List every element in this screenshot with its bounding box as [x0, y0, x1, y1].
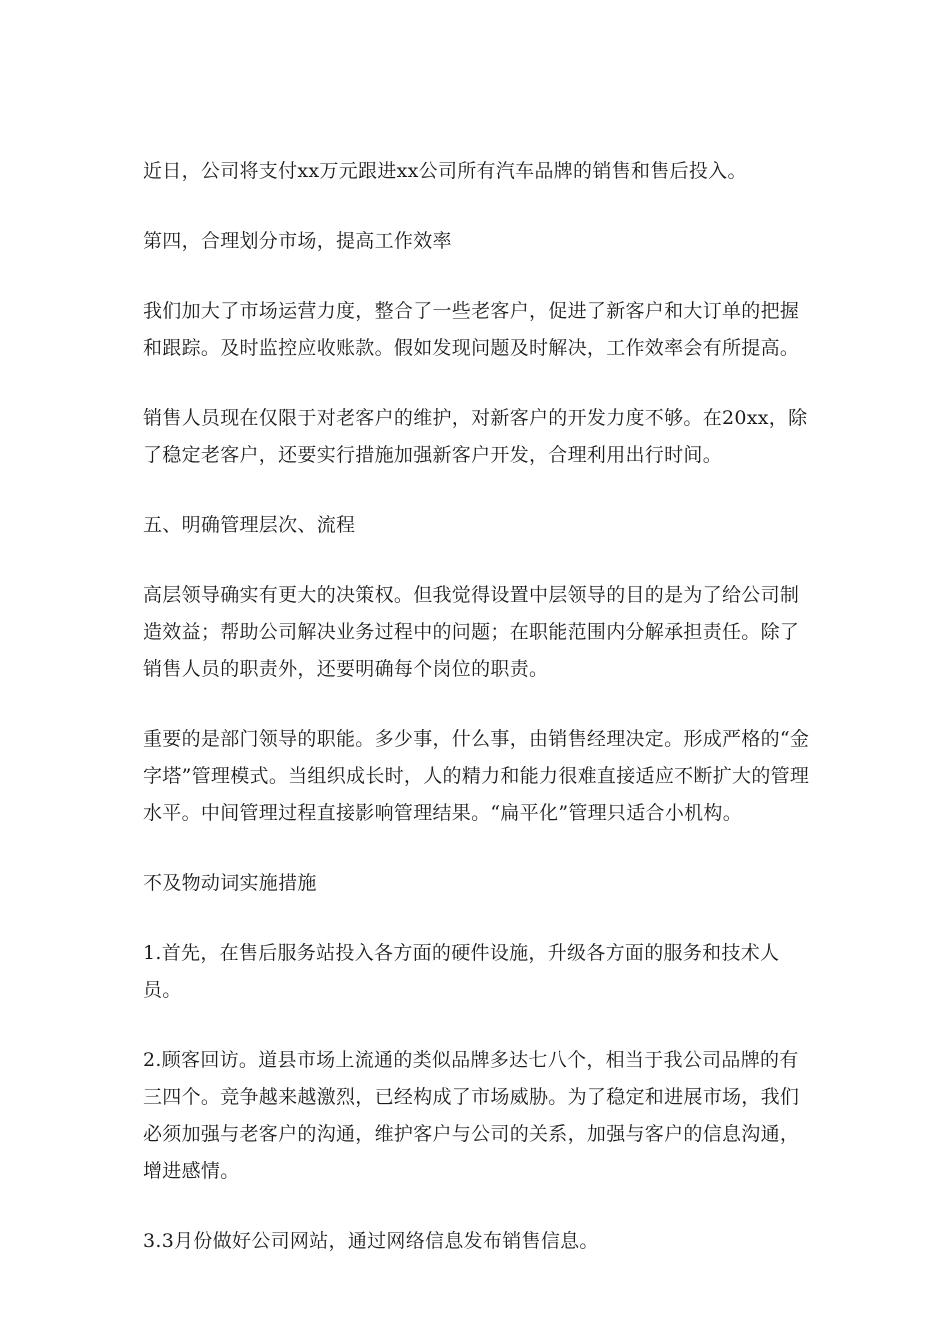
list-item-measure-1: 1.首先，在售后服务站投入各方面的硬件设施，升级各方面的服务和技术人员。	[143, 942, 780, 1001]
paragraph-payment: 近日，公司将支付xx万元跟进xx公司所有汽车品牌的销售和售后投入。	[143, 160, 747, 182]
heading-management-levels: 五、明确管理层次、流程	[143, 514, 356, 536]
list-item-measure-2: 2.顾客回访。道县市场上流通的类似品牌多达七八个，相当于我公司品牌的有三四个。竞争越来越激烈，已经构成了市场威胁。为了稳定和进展市场，我们必须加强与老客户的沟通，维护客户与公司的关系，加强与客户的信息沟通，增进感情。	[143, 1049, 800, 1182]
heading-measures: 不及物动词实施措施	[143, 872, 317, 894]
document-body	[143, 153, 811, 1293]
heading-market-division: 第四，合理划分市场，提高工作效率	[143, 230, 452, 252]
list-item-measure-3: 3.3月份做好公司网站，通过网络信息发布销售信息。	[143, 1230, 599, 1252]
paragraph-sales-staff: 销售人员现在仅限于对老客户的维护，对新客户的开发力度不够。在20xx，除了稳定老客户，还要实行措施加强新客户开发，合理利用出行时间。	[143, 407, 808, 466]
paragraph-department-leaders: 重要的是部门领导的职能。多少事，什么事，由销售经理决定。形成严格的“金字塔”管理模式。当组织成长时，人的精力和能力很难直接适应不断扩大的管理水平。中间管理过程直接影响管理结果。“扁平化”管理只适合小机构。	[143, 728, 810, 824]
paragraph-decision-power: 高层领导确实有更大的决策权。但我觉得设置中层领导的目的是为了给公司制造效益；帮助公司解决业务过程中的问题；在职能范围内分解承担责任。除了销售人员的职责外，还要明确每个岗位的职责。	[143, 584, 800, 680]
paragraph-market-operations: 我们加大了市场运营力度，整合了一些老客户，促进了新客户和大订单的把握和跟踪。及时监控应收账款。假如发现问题及时解决，工作效率会有所提高。	[143, 300, 800, 359]
